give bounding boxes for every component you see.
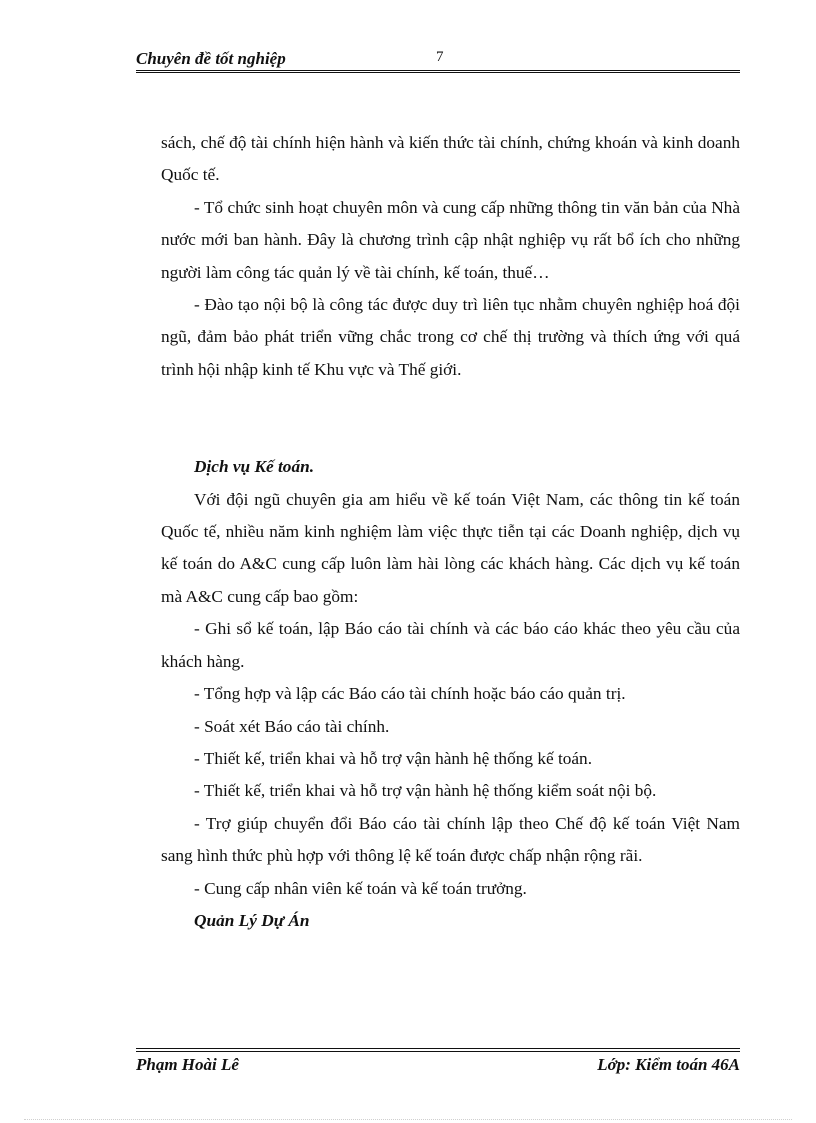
paragraph-continued: sách, chế độ tài chính hiện hành và kiến thức tài chính, chứng khoán và kinh doanh Quốc tế. [161,133,740,185]
page-number: 7 [436,49,444,65]
footer-rule-double [136,1051,740,1052]
heading-project-management: Quản Lý Dự Án [194,910,310,930]
list-item: - Trợ giúp chuyển đổi Báo cáo tài chính lập theo Chế độ kế toán Việt Nam sang hình thức phù hợp với thông lệ kế toán được chấp nhận rộng rãi. [161,813,740,866]
paragraph-professional-activities: - Tổ chức sinh hoạt chuyên môn và cung cấp những thông tin văn bản của Nhà nước mới ban hành. Đây là chương trình cập nhật nghiệp vụ rất bổ ích cho những người làm công tác quản lý về tài chính, kế toán, thuế… [161,197,740,282]
list-item: - Thiết kế, triển khai và hỗ trợ vận hành hệ thống kiểm soát nội bộ. [194,781,657,801]
list-item: - Soát xét Báo cáo tài chính. [194,716,390,736]
footer-rule [136,1048,740,1049]
paragraph-internal-training: - Đào tạo nội bộ là công tác được duy trì liên tục nhằm chuyên nghiệp hoá đội ngũ, đảm bảo phát triển vững chắc trong cơ chế thị trường và thích ứng với quá trình hội nhập kinh tế Khu vực và Thế giới. [161,295,740,379]
list-item: - Cung cấp nhân viên kế toán và kế toán trưởng. [194,878,527,898]
header-rule-double [136,72,740,73]
paragraph-accounting-intro: Với đội ngũ chuyên gia am hiểu về kế toán Việt Nam, các thông tin kế toán Quốc tế, nhiều năm kinh nghiệm làm việc thực tiễn tại các Doanh nghiệp, dịch vụ kế toán do A&C cung cấp luôn làm hài lòng các khách hàng. Các dịch vụ kế toán mà A&C cung cấp bao gồm: [161,489,740,606]
footer-author: Phạm Hoài Lê [136,1055,239,1074]
page-edge [24,1119,792,1120]
list-item: - Tổng hợp và lập các Báo cáo tài chính hoặc báo cáo quản trị. [194,684,626,704]
header-rule [136,70,740,71]
spacer [161,386,740,451]
body-text [161,127,740,937]
header-title: Chuyên đề tốt nghiệp [136,49,286,68]
list-item: - Ghi sổ kế toán, lập Báo cáo tài chính và các báo cáo khác theo yêu cầu của khách hàng. [161,619,740,671]
footer-class: Lớp: Kiểm toán 46A [597,1055,740,1074]
list-item: - Thiết kế, triển khai và hỗ trợ vận hành hệ thống kế toán. [194,748,593,768]
heading-accounting-services: Dịch vụ Kế toán. [194,457,315,477]
